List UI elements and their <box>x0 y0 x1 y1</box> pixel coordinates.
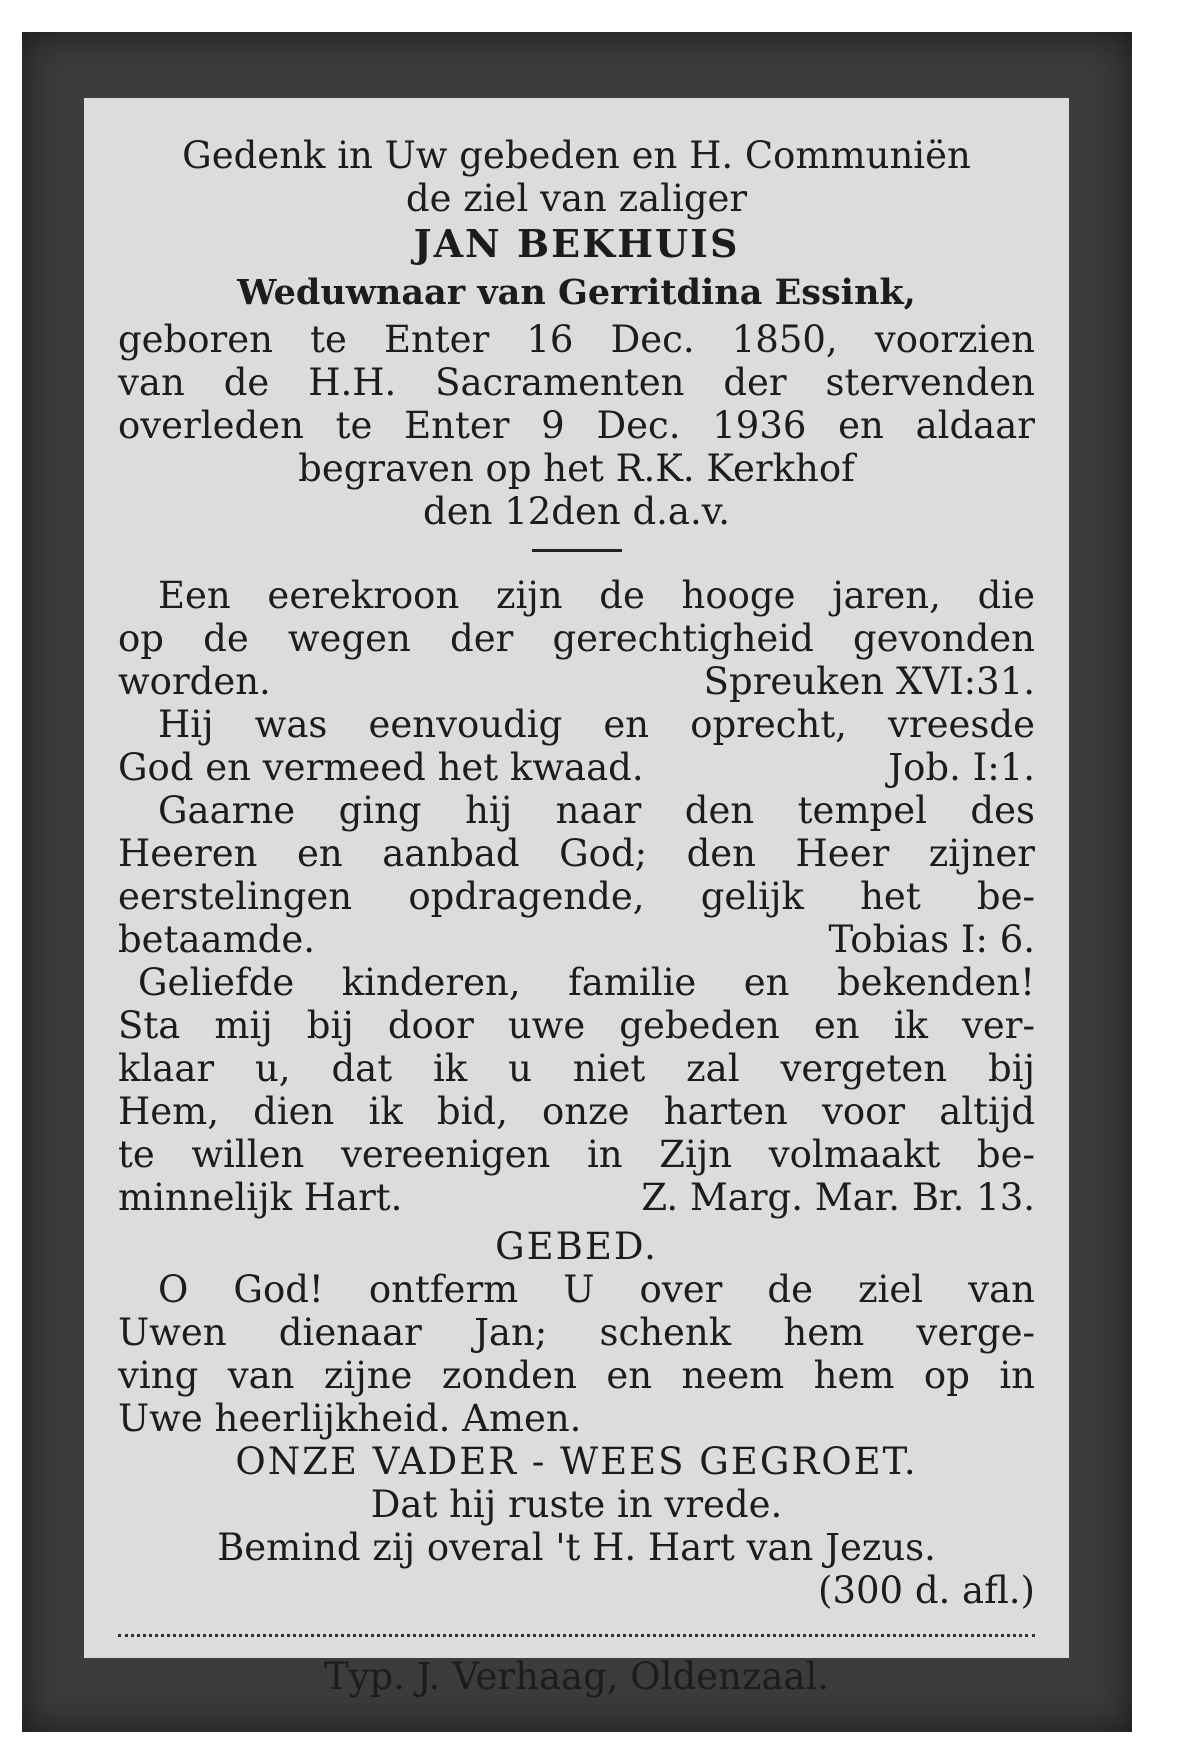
deceased-name: JAN BEKHUIS <box>413 221 740 266</box>
quote4-end: minnelijk Hart. <box>118 1176 403 1219</box>
quote4-last-line <box>118 1176 1035 1219</box>
quote4-reference: Z. Marg. Mar. Br. 13. <box>641 1176 1035 1219</box>
bio-line-4: begraven op het R.K. Kerkhof <box>298 447 855 490</box>
quote1-end: worden. <box>118 660 271 703</box>
quote3-reference: Tobias I: 6. <box>828 918 1035 961</box>
quote3-line-3: eerstelingen opdragende, gelijk het be- <box>118 875 1035 918</box>
bio-line-1: geboren te Enter 16 Dec. 1850, voorzien <box>118 318 1035 361</box>
quote1-last-line <box>118 660 1035 703</box>
prayer-line-3: ving van zijne zonden en neem hem op in <box>118 1354 1035 1397</box>
quote2-end: God en vermeed het kwaad. <box>118 746 644 789</box>
memorial-card <box>84 98 1069 1698</box>
quote3-line-1: Gaarne ging hij naar den tempel des <box>158 789 1035 832</box>
intro-line-2: de ziel van zaliger <box>405 177 748 220</box>
printer-credit: Typ. J. Verhaag, Oldenzaal. <box>323 1655 830 1698</box>
closing-line-2: Bemind zij overal 't H. Hart van Jezus. <box>217 1526 936 1569</box>
quote3-line-2: Heeren en aanbad God; den Heer zijner <box>118 832 1035 875</box>
closing-line-1: Dat hij ruste in vrede. <box>370 1483 783 1526</box>
bio-line-5: den 12den d.a.v. <box>423 490 730 533</box>
quote4-line-2: Sta mij bij door uwe gebeden en ik ver- <box>118 1004 1035 1047</box>
bio-line-2: van de H.H. Sacramenten der stervenden <box>118 361 1035 404</box>
relation-line: Weduwnaar van Gerritdina Essink, <box>237 272 916 313</box>
dotted-divider <box>118 1634 1035 1637</box>
quote3-last-line <box>118 918 1035 961</box>
intro-line-1: Gedenk in Uw gebeden en H. Communiën <box>182 134 971 177</box>
indulgence-note: (300 d. afl.) <box>818 1569 1035 1612</box>
prayer-line-1: O God! ontferm U over de ziel van <box>158 1268 1035 1311</box>
quote2-line-1: Hij was eenvoudig en oprecht, vreesde <box>158 703 1035 746</box>
quote3-end: betaamde. <box>118 918 315 961</box>
quote2-last-line <box>118 746 1035 789</box>
prayer-line-2: Uwen dienaar Jan; schenk hem verge- <box>118 1311 1035 1354</box>
quote4-line-1: Geliefde kinderen, familie en bekenden! <box>138 961 1035 1004</box>
bio-line-3: overleden te Enter 9 Dec. 1936 en aldaar <box>118 404 1035 447</box>
named-prayers: ONZE VADER - WEES GEGROET. <box>235 1440 918 1483</box>
quote1-line-1: Een eerekroon zijn de hooge jaren, die <box>158 574 1035 617</box>
memorial-card-frame <box>22 32 1132 1732</box>
quote2-reference: Job. I:1. <box>888 746 1035 789</box>
quote4-line-3: klaar u, dat ik u niet zal vergeten bij <box>118 1047 1035 1090</box>
quote4-line-4: Hem, dien ik bid, onze harten voor altijd <box>118 1090 1035 1133</box>
section-divider <box>532 549 622 552</box>
prayer-line-4: Uwe heerlijkheid. Amen. <box>118 1397 582 1440</box>
prayer-title: GEBED. <box>495 1225 658 1268</box>
quote1-line-2: op de wegen der gerechtigheid gevonden <box>118 617 1035 660</box>
quote4-line-5: te willen vereenigen in Zijn volmaakt be- <box>118 1133 1035 1176</box>
quote1-reference: Spreuken XVI:31. <box>703 660 1035 703</box>
